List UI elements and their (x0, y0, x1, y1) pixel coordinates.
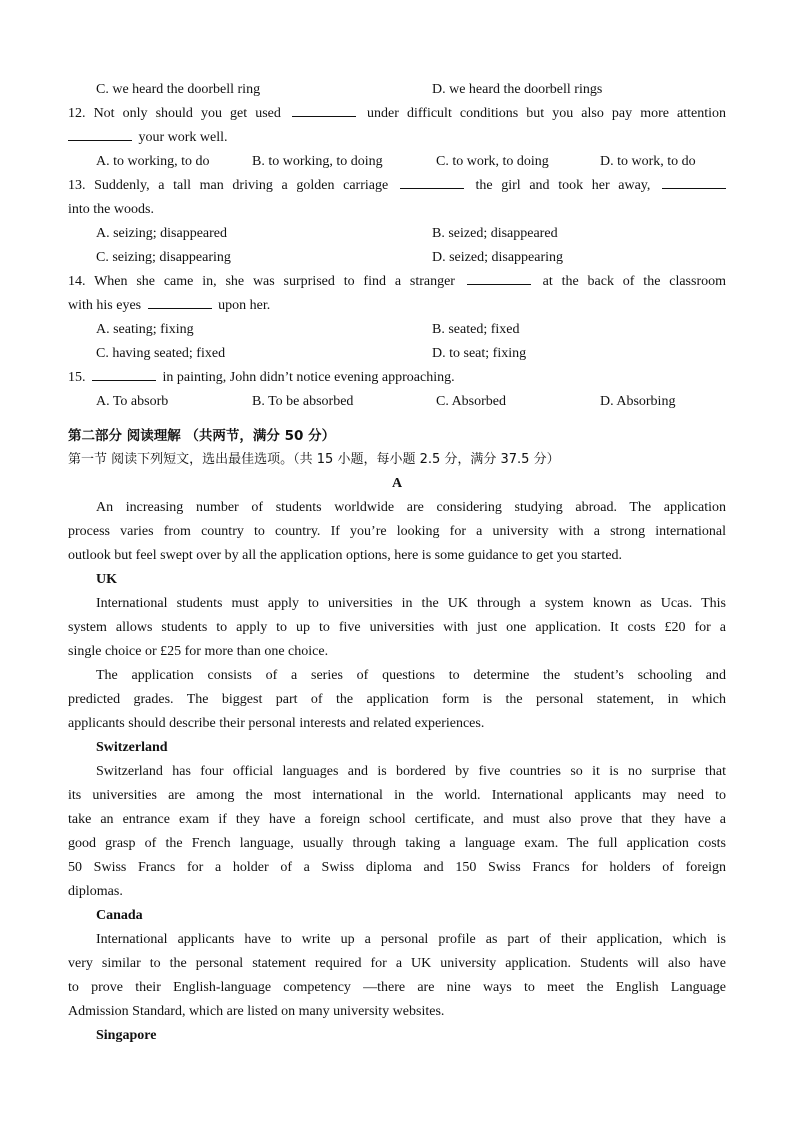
uk-p2-line-3: applicants should describe their personal interests and related experiences. (68, 716, 485, 731)
q14-options-row1 (68, 318, 726, 342)
q13-option-c: C. seizing; disappearing (96, 250, 231, 265)
q13-options-row1 (68, 222, 726, 246)
q12-options (68, 150, 726, 174)
uk-p1-line-3: single choice or £25 for more than one choice. (68, 644, 329, 659)
part2-title: 第二部分 阅读理解 （共两节，满分 50 分） (68, 428, 336, 444)
q13-stem-text-b: the girl and took her away, (475, 178, 651, 193)
q11-options (68, 78, 726, 102)
q14-blank-1 (467, 270, 531, 285)
q14-stem-text-b: at the back of the classroom (542, 274, 727, 289)
q12-blank-1 (292, 102, 356, 117)
exam-page (68, 78, 726, 1048)
ch-line-4: good grasp of the French language, usually through taking a language exam. The full application costs (68, 836, 726, 851)
q15-blank (92, 366, 156, 381)
q14-blank-2 (148, 294, 212, 309)
q12-option-d: D. to work, to do (600, 154, 696, 169)
q14-stem-text-d: upon her. (218, 298, 271, 313)
q13-blank-1 (400, 174, 464, 189)
section1-instructions: 第一节 阅读下列短文，选出最佳选项。（共 15 小题，每小题 2.5 分，满分 37.5 分） (68, 452, 560, 467)
ca-line-3: to prove their English-language competency —there are nine ways to meet the English Language (68, 980, 726, 995)
q12-option-a: A. to working, to do (96, 154, 210, 169)
q15-number: 15. (68, 370, 86, 385)
q15-option-a: A. To absorb (96, 394, 169, 409)
q14-stem-line2 (68, 294, 726, 318)
intro-line-3: outlook but feel swept over by all the application options, here is some guidance to get you started. (68, 548, 623, 563)
q15-stem-line1 (68, 366, 726, 390)
ch-line-6: diplomas. (68, 884, 123, 899)
q12-stem-text-b: under difficult conditions but you also pay more attention (367, 106, 727, 121)
q13-stem-text-a: 13. Suddenly, a tall man driving a golden carriage (68, 178, 389, 193)
q13-options-row2 (68, 246, 726, 270)
q15-options (68, 390, 726, 414)
ch-line-1: Switzerland has four official languages and is bordered by five countries so it is no surprise that (96, 764, 726, 779)
ca-line-2: very similar to the personal statement required for a UK university application. Students will also have (68, 956, 726, 971)
q13-option-a: A. seizing; disappeared (96, 226, 228, 241)
intro-line-2: process varies from country to country. If you’re looking for a university with a strong international (68, 524, 726, 539)
uk-p1-line-1: International students must apply to universities in the UK through a system known as Ucas. This (96, 596, 726, 611)
uk-p2-line-1: The application consists of a series of questions to determine the student’s schooling and (96, 668, 726, 683)
q12-stem-text-c: your work well. (138, 130, 228, 145)
q14-option-a: A. seating; fixing (96, 322, 194, 337)
uk-p1-line-2: system allows students to apply to up to five universities with just one application. It costs £20 for a (68, 620, 726, 635)
ch-line-2: its universities are among the most international in the world. International applicants may need to (68, 788, 726, 803)
ca-line-1: International applicants have to write up a personal profile as part of their application, which is (96, 932, 726, 947)
intro-line-1: An increasing number of students worldwide are considering studying abroad. The application (96, 500, 726, 515)
q13-option-d: D. seized; disappearing (432, 250, 564, 265)
q11-option-d: D. we heard the doorbell rings (432, 82, 603, 97)
q15-option-c: C. Absorbed (436, 394, 506, 409)
passage-label: A (391, 476, 403, 491)
q14-stem-text-c: with his eyes (68, 298, 142, 313)
canada-heading: Canada (96, 908, 143, 923)
q12-option-b: B. to working, to doing (252, 154, 383, 169)
q14-stem-line1 (68, 270, 726, 294)
q13-stem-line1 (68, 174, 726, 198)
uk-p2-line-2: predicted grades. The biggest part of the application form is the personal statement, in which (68, 692, 726, 707)
singapore-heading: Singapore (96, 1028, 157, 1043)
q12-blank-2 (68, 126, 132, 141)
q15-option-b: B. To be absorbed (252, 394, 354, 409)
q14-option-d: D. to seat; fixing (432, 346, 527, 361)
ch-line-5: 50 Swiss Francs for a holder of a Swiss diploma and 150 Swiss Francs for holders of foreign (68, 860, 726, 875)
q11-option-c: C. we heard the doorbell ring (96, 82, 261, 97)
q15-option-d: D. Absorbing (600, 394, 676, 409)
uk-heading: UK (96, 572, 117, 587)
q12-stem-text-a: 12. Not only should you get used (68, 106, 281, 121)
q12-option-c: C. to work, to doing (436, 154, 549, 169)
q14-stem-text-a: 14. When she came in, she was surprised to find a stranger (68, 274, 455, 289)
q14-option-b: B. seated; fixed (432, 322, 520, 337)
q13-blank-2 (662, 174, 726, 189)
q13-option-b: B. seized; disappeared (432, 226, 558, 241)
switzerland-heading: Switzerland (96, 740, 168, 755)
q12-stem-line2 (68, 126, 726, 150)
q13-stem-line2: into the woods. (68, 202, 154, 217)
q14-options-row2 (68, 342, 726, 366)
q15-stem-text: in painting, John didn’t notice evening approaching. (162, 370, 455, 385)
ca-line-4: Admission Standard, which are listed on many university websites. (68, 1004, 445, 1019)
ch-line-3: take an entrance exam if they have a foreign school certificate, and must also prove that they have a (68, 812, 726, 827)
q14-option-c: C. having seated; fixed (96, 346, 226, 361)
q12-stem-line1 (68, 102, 726, 126)
